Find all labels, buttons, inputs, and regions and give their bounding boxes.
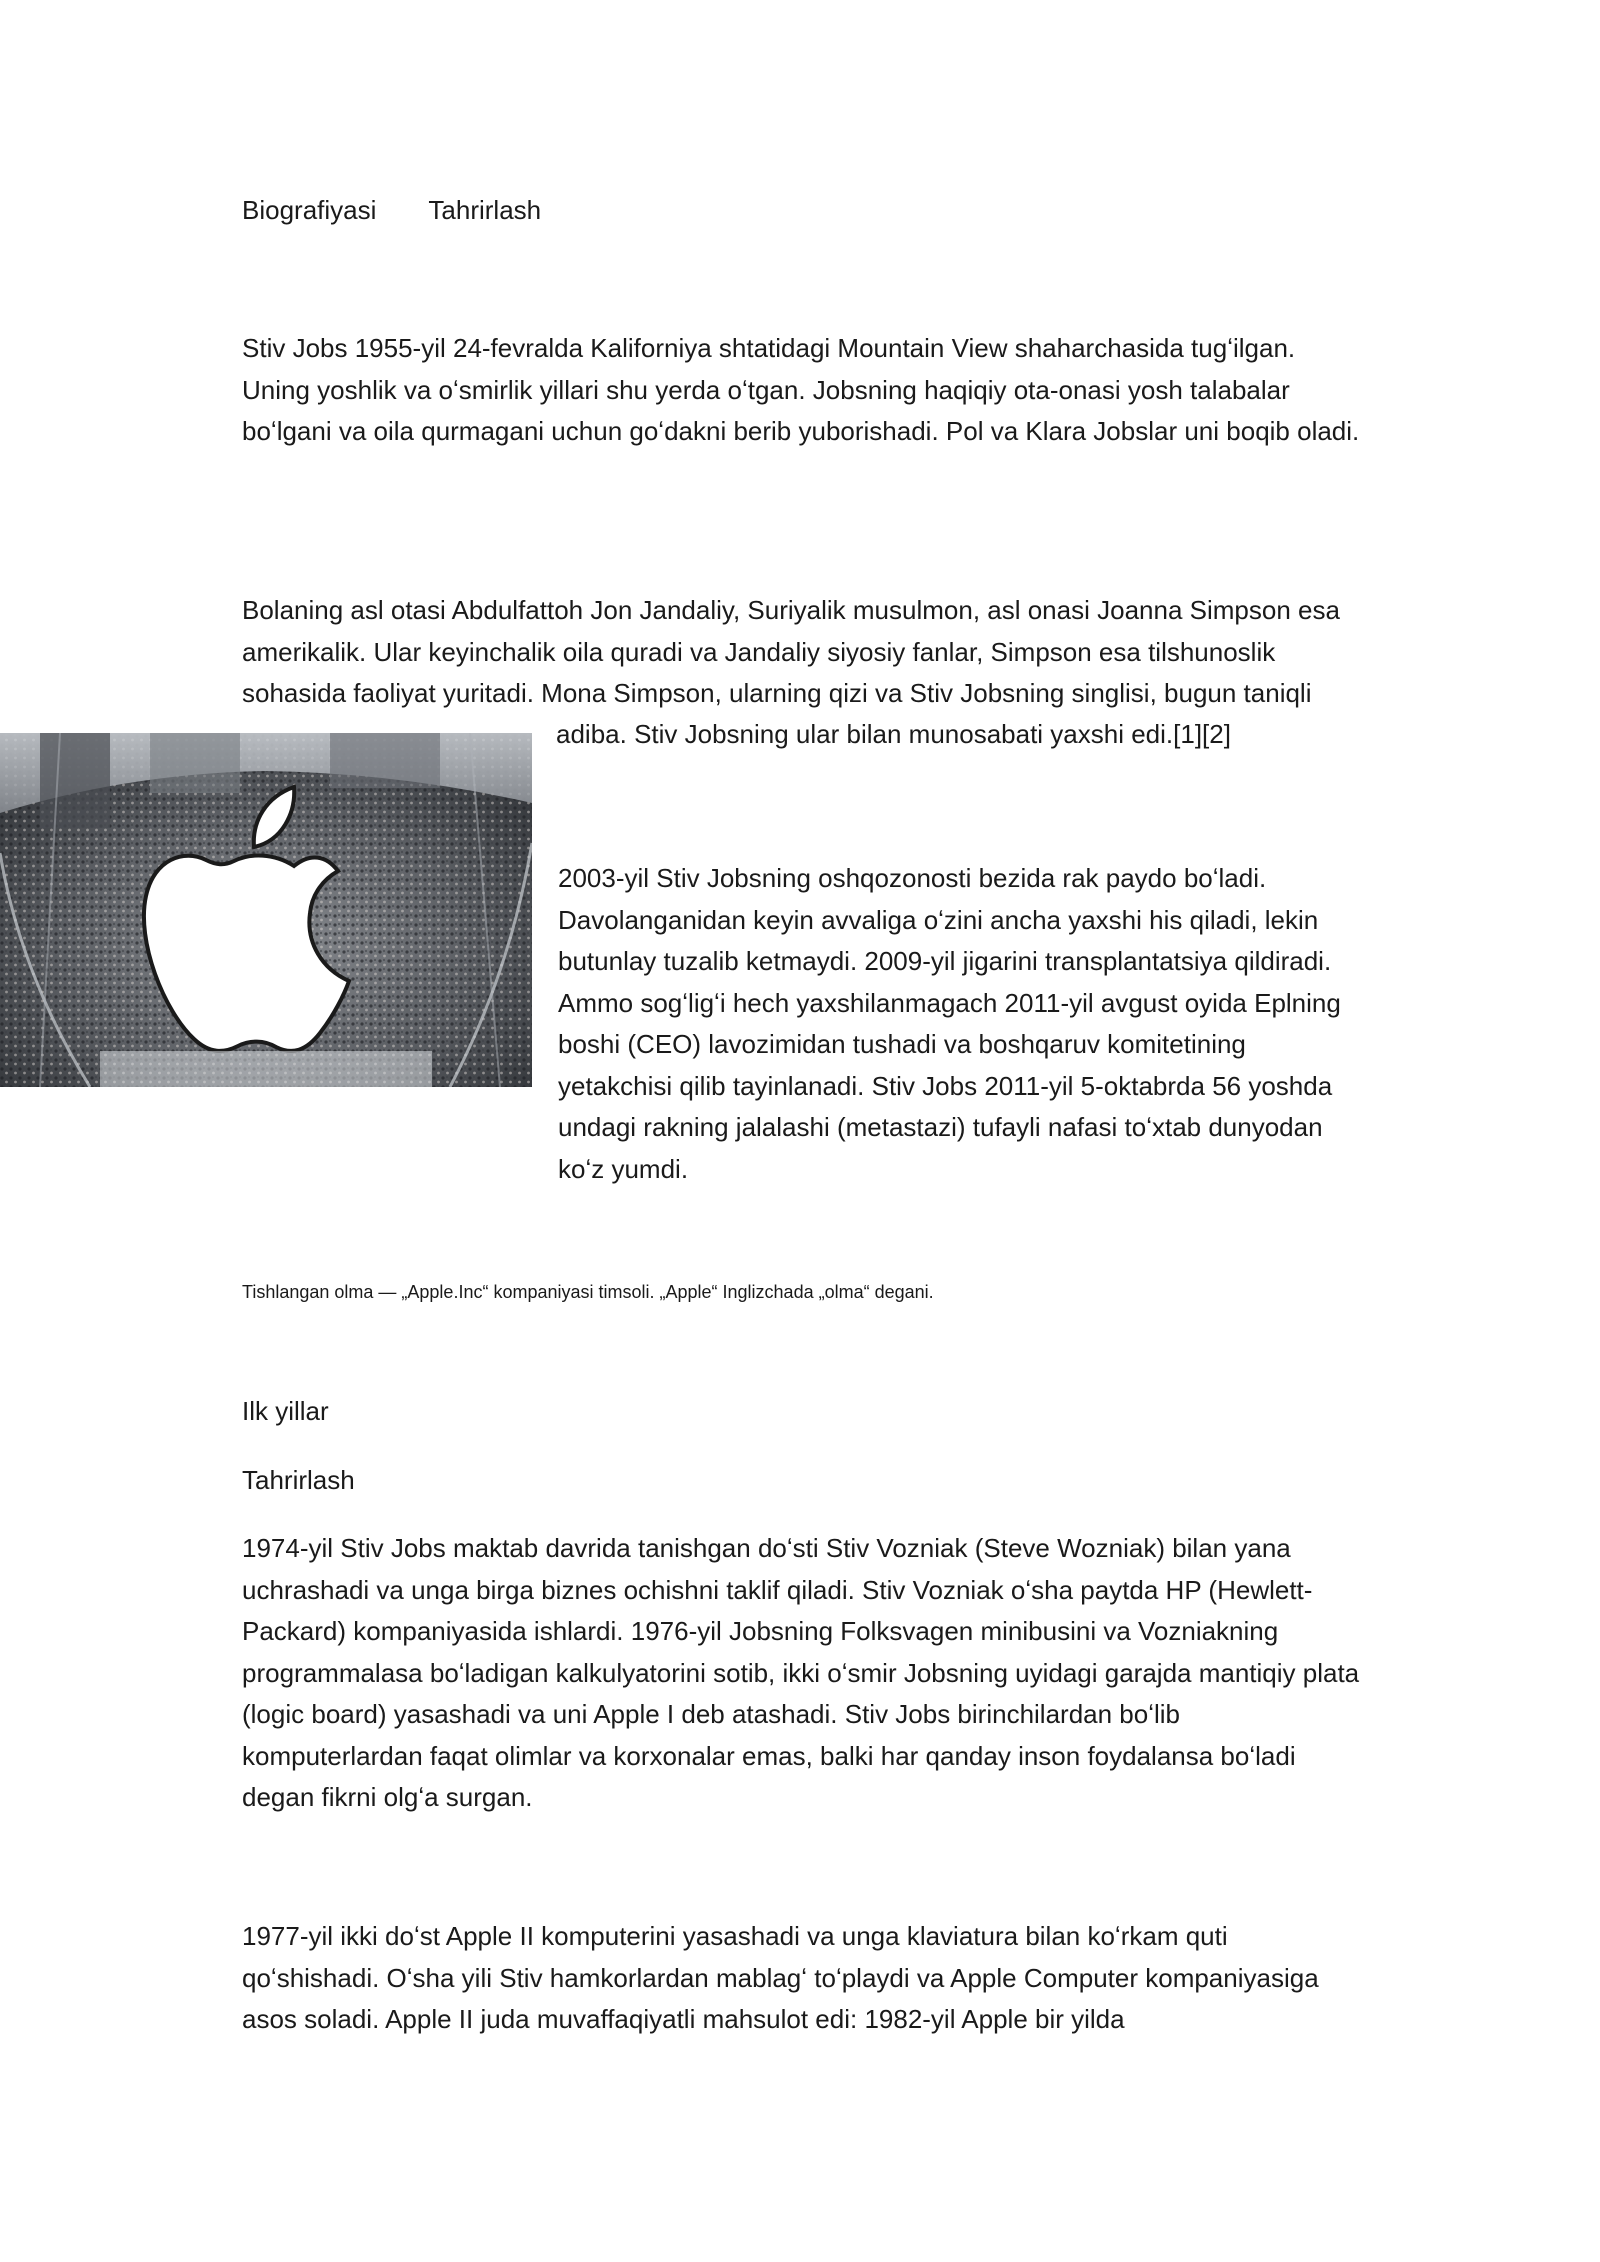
paragraph-apple-ii: 1977-yil ikki doʻst Apple II komputerini yasashadi va unga klaviatura bilan koʻrkam quti qoʻshishadi. Oʻsha yili Stiv hamkorlardan mablagʻ toʻplaydi va Apple Computer kompaniyasiga asos soladi. Apple II juda muvaffaqiyatli mahsulot edi: 1982-yil Apple bir yilda [242,1921,1319,2034]
image-caption: Tishlangan olma — „Apple.Inc“ kompaniyasi timsoli. „Apple“ Inglizchada „olma“ degani. [242,1282,934,1302]
edit-link[interactable]: Tahrirlash [428,195,542,225]
paragraph-birth: Stiv Jobs 1955-yil 24-fevralda Kaliforniya shtatidagi Mountain View shaharchasida tugʻilgan. Uning yoshlik va oʻsmirlik yillari shu yerda oʻtgan. Jobsning haqiqiy ota-onasi yosh talabalar boʻlgani va oila qurmagani uchun goʻdakni berib yuborishadi. Pol va Klara Jobslar uni boqib oladi. [242,333,1360,446]
section-title-early-years: Ilk yillar [242,1396,329,1426]
paragraph-illness-block [242,858,1362,1212]
paragraph-parents-end: adiba. Stiv Jobsning ular bilan munosabati yaxshi edi.[1][2] [556,719,1231,749]
section-title: Biografiyasi [242,195,377,225]
section-heading-row [242,190,541,231]
paragraph-apple-founding: 1974-yil Stiv Jobs maktab davrida tanishgan doʻsti Stiv Vozniak (Steve Wozniak) bilan yana uchrashadi va unga birga biznes ochishni taklif qiladi. Stiv Vozniak oʻsha paytda HP (Hewlett-Packard) kompaniyasida ishlardi. 1976-yil Jobsning Folksvagen minibusini va Vozniakning programmalasa boʻladigan kalkulyatorini sotib, ikki oʻsmir Jobsning uyidagi garajda mantiqiy plata (logic board) yasashadi va uni Apple I deb atashadi. Stiv Jobs birinchilardan boʻlib komputerlardan faqat olimlar va korxonalar emas, balki har qanday inson foydalansa boʻladi degan fikrni olgʻa surgan. [242,1533,1360,1812]
paragraph-illness: 2003-yil Stiv Jobsning oshqozonosti bezida rak paydo boʻladi. Davolanganidan keyin avvaliga oʻzini ancha yaxshi his qiladi, lekin butunlay tuzalib ketmaydi. 2009-yil jigarini transplantatsiya qildiradi. Ammo sogʻligʻi hech yaxshilanmagach 2011-yil avgust oyida Eplning boshi (CEO) lavozimidan tushadi va boshqaruv komitetining yetakchisi qilib tayinlanadi. Stiv Jobs 2011-yil 5-oktabrda 56 yoshda undagi rakning jalalashi (metastazi) tufayli nafasi toʻxtab dunyodan koʻz yumdi. [558,863,1341,1184]
edit-link-early-years[interactable]: Tahrirlash [242,1465,355,1495]
paragraph-parents: Bolaning asl otasi Abdulfattoh Jon Jandaliy, Suriyalik musulmon, asl onasi Joanna Simpson esa amerikalik. Ular keyinchalik oila quradi va Jandaliy siyosiy fanlar, Simpson esa tilshunoslik sohasida faoliyat yuritadi. Mona Simpson, ularning qizi va Stiv Jobsning singlisi, bugun taniqli [242,595,1340,708]
